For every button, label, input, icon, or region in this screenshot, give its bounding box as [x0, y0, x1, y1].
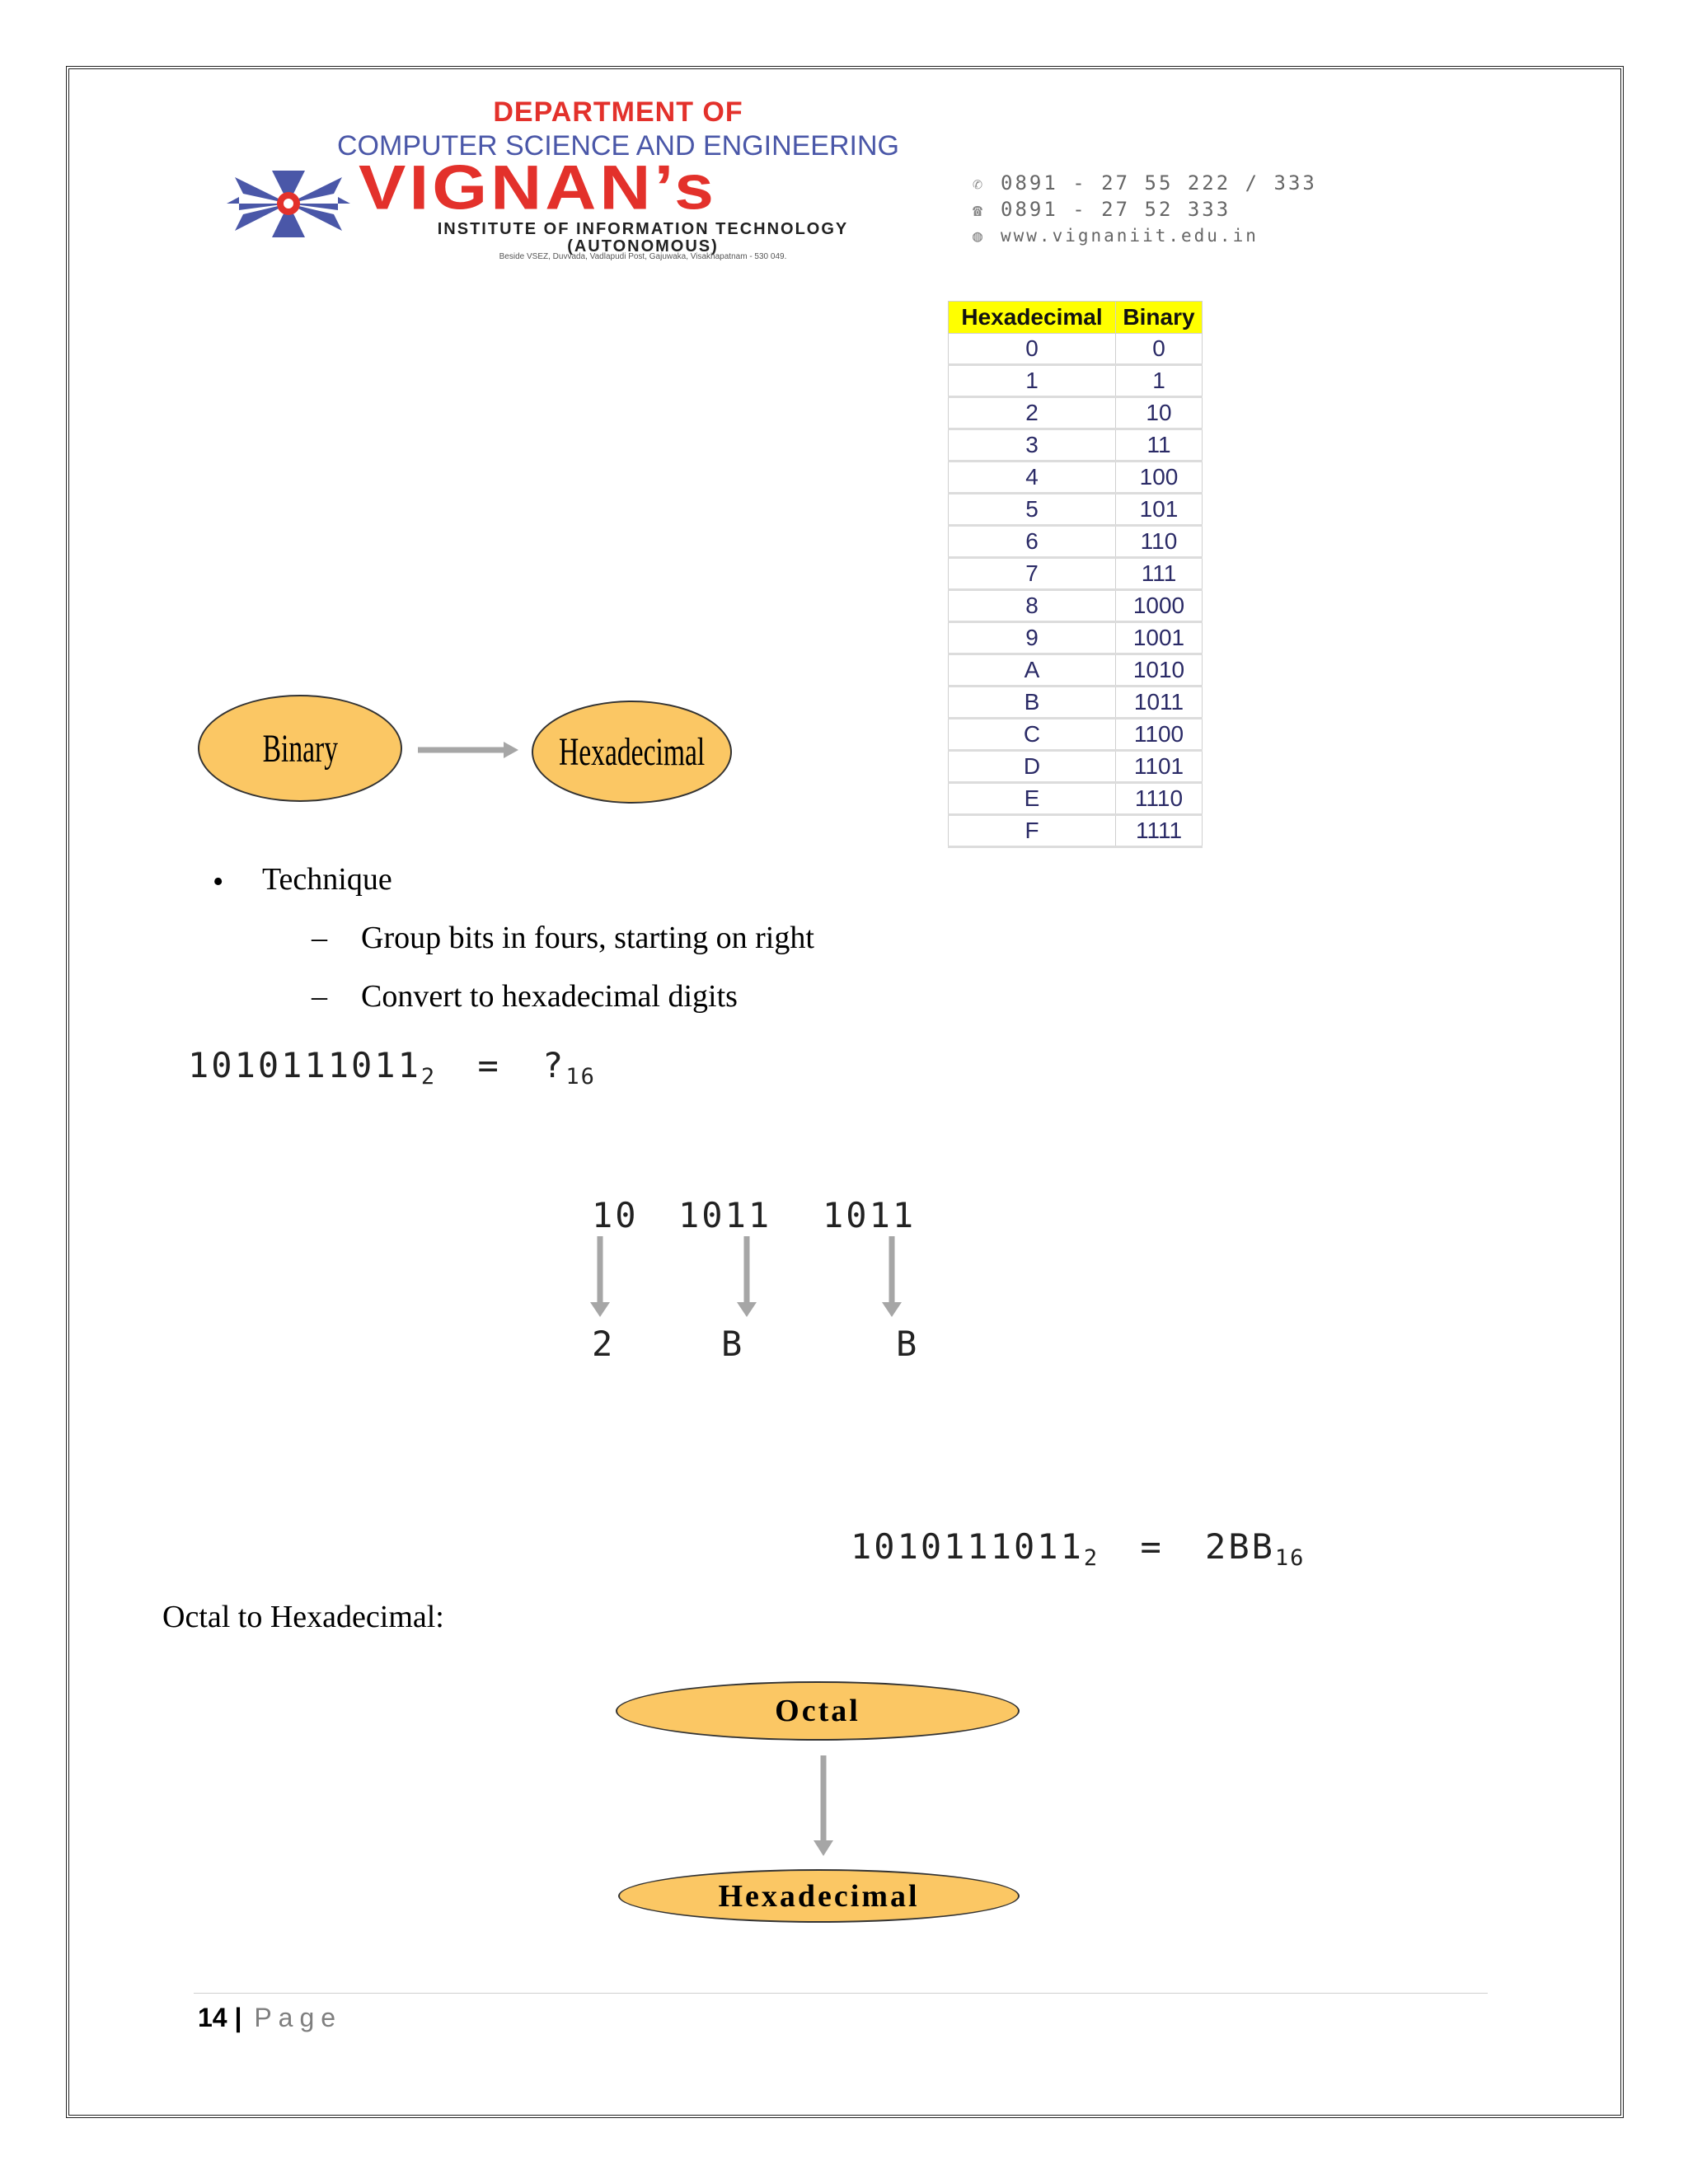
table-row — [949, 622, 1203, 654]
contact-phone-2 — [973, 198, 1231, 221]
equation-rhs-base: 16 — [565, 1064, 596, 1090]
table-row — [949, 397, 1203, 429]
equation-question — [188, 1045, 596, 1090]
institute-line: INSTITUTE OF INFORMATION TECHNOLOGY — [437, 220, 849, 238]
binary-cell: 110 — [1116, 526, 1203, 558]
binary-cell: 1 — [1116, 365, 1203, 397]
binary-cell: 1011 — [1116, 687, 1203, 719]
bit-group: 1011 — [823, 1195, 917, 1235]
globe-icon: ◍ — [973, 226, 986, 246]
result-rhs-base: 16 — [1274, 1545, 1306, 1571]
table-row — [949, 783, 1203, 815]
institute-address: Beside VSEZ, Duvvada, Vadlapudi Post, Gajuwaka, Visakhapatnam - 530 049. — [499, 252, 787, 261]
binary-cell: 101 — [1116, 494, 1203, 526]
hex-cell: E — [949, 783, 1116, 815]
hexadecimal-ellipse — [532, 701, 732, 804]
hex-cell: 1 — [949, 365, 1116, 397]
table-row — [949, 494, 1203, 526]
result-rhs: 2BB — [1205, 1526, 1275, 1567]
department-line-2: COMPUTER SCIENCE AND ENGINEERING — [337, 130, 899, 162]
arrow-down-icon — [734, 1236, 759, 1319]
hexadecimal-label-2: Hexadecimal — [718, 1878, 920, 1914]
binary-cell: 1000 — [1116, 590, 1203, 622]
equation-lhs: 1010111011 — [188, 1045, 421, 1085]
website-text: www.vignaniit.edu.in — [1001, 226, 1259, 246]
phone-2-text: 0891 - 27 52 333 — [1001, 198, 1231, 221]
table-body — [949, 334, 1203, 847]
table-row — [949, 654, 1203, 687]
page-number: 14 — [198, 2003, 227, 2032]
binary-label: Binary — [262, 726, 338, 771]
binary-cell: 0 — [1116, 334, 1203, 365]
arrow-down-icon — [588, 1236, 612, 1319]
bit-group: 1011 — [678, 1195, 772, 1235]
technique-step: Group bits in fours, starting on right — [361, 921, 814, 955]
hex-cell: 0 — [949, 334, 1116, 365]
binary-cell: 111 — [1116, 558, 1203, 590]
equation-lhs-base: 2 — [420, 1064, 437, 1090]
octal-label: Octal — [775, 1694, 860, 1728]
hex-cell: A — [949, 654, 1116, 687]
technique-step: Convert to hexadecimal digits — [361, 979, 738, 1014]
table-row — [949, 687, 1203, 719]
footer-separator: | — [234, 2003, 242, 2032]
hex-cell: 4 — [949, 462, 1116, 494]
hex-cell: C — [949, 719, 1116, 751]
dash-marker: – — [312, 979, 327, 1014]
table-row — [949, 751, 1203, 783]
equation-result — [851, 1526, 1305, 1571]
hex-cell: 2 — [949, 397, 1116, 429]
phone-1-text: 0891 - 27 55 222 / 333 — [1001, 171, 1317, 194]
section-heading: Octal to Hexadecimal: — [162, 1600, 444, 1634]
hex-cell: 8 — [949, 590, 1116, 622]
hex-digit: B — [896, 1324, 920, 1364]
hex-cell: D — [949, 751, 1116, 783]
contact-website — [973, 226, 1259, 246]
vignan-logo-icon — [227, 169, 350, 239]
binary-cell: 1101 — [1116, 751, 1203, 783]
binary-cell: 1110 — [1116, 783, 1203, 815]
binary-cell: 1010 — [1116, 654, 1203, 687]
table-header-row — [949, 302, 1203, 334]
table-row — [949, 526, 1203, 558]
autonomous-label: (AUTONOMOUS) — [567, 237, 719, 255]
hex-cell: 5 — [949, 494, 1116, 526]
binary-cell: 100 — [1116, 462, 1203, 494]
table-row — [949, 365, 1203, 397]
hex-cell: 9 — [949, 622, 1116, 654]
result-equals: = — [1140, 1526, 1164, 1567]
fax-icon: ☎ — [973, 200, 986, 220]
hex-digit: B — [721, 1324, 745, 1364]
header-binary: Binary — [1116, 302, 1203, 334]
binary-cell: 11 — [1116, 429, 1203, 462]
header-hexadecimal: Hexadecimal — [949, 302, 1116, 334]
table-row — [949, 462, 1203, 494]
page-word: Page — [254, 2003, 343, 2032]
table-row — [949, 429, 1203, 462]
equation-rhs: ? — [542, 1045, 566, 1085]
table-row — [949, 590, 1203, 622]
table-row — [949, 334, 1203, 365]
arrow-down-icon — [879, 1236, 904, 1319]
arrow-down-icon — [811, 1755, 836, 1858]
binary-cell: 1111 — [1116, 815, 1203, 847]
octal-ellipse — [616, 1681, 1020, 1741]
page-border — [66, 66, 1624, 2118]
technique-title: Technique — [262, 862, 392, 897]
hex-cell: 7 — [949, 558, 1116, 590]
bit-group: 10 — [592, 1195, 639, 1235]
hex-digit: 2 — [592, 1324, 616, 1364]
phone-icon: ✆ — [973, 174, 986, 194]
brand-name: VIGNAN’s — [359, 152, 717, 223]
binary-cell: 1001 — [1116, 622, 1203, 654]
page-footer — [198, 2003, 342, 2033]
arrow-right-icon — [416, 738, 519, 762]
table-row — [949, 558, 1203, 590]
department-line-1: DEPARTMENT OF — [493, 96, 743, 128]
hex-cell: 6 — [949, 526, 1116, 558]
bullet-marker: • — [213, 865, 224, 899]
dash-marker: – — [312, 921, 327, 955]
hexadecimal-ellipse-2 — [618, 1869, 1020, 1923]
hex-binary-table — [948, 301, 1203, 848]
equation-equals: = — [477, 1045, 501, 1085]
hexadecimal-label: Hexadecimal — [558, 730, 706, 774]
hex-cell: B — [949, 687, 1116, 719]
table-row — [949, 719, 1203, 751]
binary-cell: 10 — [1116, 397, 1203, 429]
hex-cell: 3 — [949, 429, 1116, 462]
contact-phone-1 — [973, 171, 1317, 194]
result-lhs-base: 2 — [1083, 1545, 1100, 1571]
result-lhs: 1010111011 — [851, 1526, 1084, 1567]
binary-cell: 1100 — [1116, 719, 1203, 751]
hex-cell: F — [949, 815, 1116, 847]
footer-divider — [194, 1993, 1488, 1994]
table-row — [949, 815, 1203, 847]
institute-name — [387, 221, 898, 255]
binary-ellipse — [198, 695, 402, 802]
